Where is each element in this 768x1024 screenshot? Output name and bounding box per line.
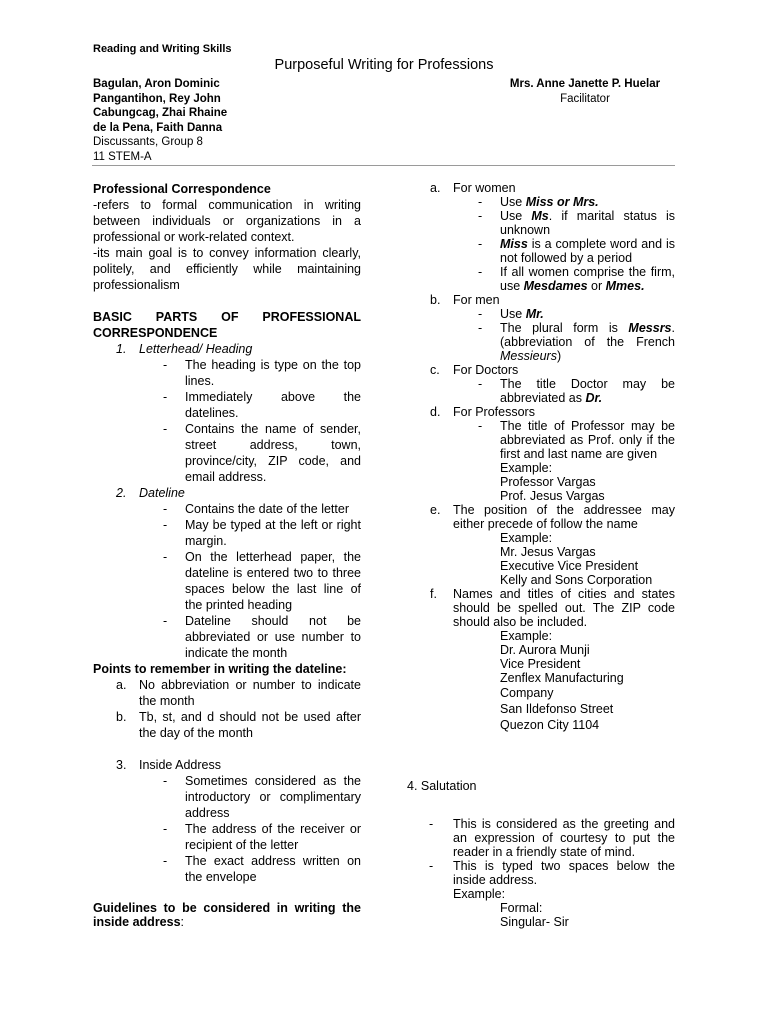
section-label: 11 STEM-A <box>93 150 152 163</box>
list-item: - Contains the name of sender, street address, town, province/city, ZIP code, and email address. <box>163 422 361 484</box>
list-number: 2. <box>116 486 127 500</box>
list-item: - This is typed two spaces below the inside address. <box>429 859 675 887</box>
example-line: Company <box>500 686 554 700</box>
left-column <box>93 181 361 929</box>
list-item <box>93 485 361 501</box>
list-item: d. For Professors <box>430 405 535 419</box>
list-item: - The address of the receiver or recipient of the letter <box>163 822 361 852</box>
right-column <box>405 181 675 929</box>
example-line: Prof. Jesus Vargas <box>500 489 605 503</box>
example-line: Professor Vargas <box>500 475 596 489</box>
list-item <box>93 341 361 357</box>
section-heading: 4. Salutation <box>407 779 477 793</box>
example-line: Quezon City 1104 <box>500 718 600 732</box>
part-label: Letterhead/ Heading <box>139 342 253 356</box>
list-item: - Miss is a complete word and is not followed by a period <box>478 237 675 265</box>
author-name: Bagulan, Aron Dominic <box>93 78 220 90</box>
author-name: Pangantihon, Rey John <box>93 92 221 105</box>
list-item: b. Tb, st, and d should not be used after the day of the month <box>116 710 361 740</box>
list-item: c. For Doctors <box>430 363 519 377</box>
list-item: - Use Miss or Mrs. <box>478 195 599 209</box>
facilitator-name: Mrs. Anne Janette P. Huelar <box>509 78 661 90</box>
part-label: Inside Address <box>139 758 221 772</box>
example-line: Mr. Jesus Vargas <box>500 545 596 559</box>
example-line: Zenflex Manufacturing <box>500 671 624 685</box>
example-line: Formal: <box>500 901 543 915</box>
definition-text: -refers to formal communication in writing between individuals or organizations in a professional or work-related context. <box>93 198 361 244</box>
header-divider <box>92 165 675 166</box>
example-line: Kelly and Sons Corporation <box>500 573 653 587</box>
list-item: a. No abbreviation or number to indicate the month <box>116 678 361 708</box>
list-item: - On the letterhead paper, the dateline is entered two to three spaces below the last line of the printed heading <box>163 550 361 612</box>
list-item: - The plural form is Messrs. (abbreviation of the French Messieurs) <box>478 321 675 363</box>
example-line: Executive Vice President <box>500 559 639 573</box>
list-item: a. For women <box>430 181 516 195</box>
page-title: Purposeful Writing for Professions <box>274 57 494 73</box>
list-number: 3. <box>116 758 127 772</box>
list-item: - Use Mr. <box>478 307 544 321</box>
list-item: - May be typed at the left or right margin. <box>163 518 361 548</box>
list-item: - Use Ms. if marital status is unknown <box>478 209 676 237</box>
example-label: Example: <box>453 887 506 901</box>
list-item: - Sometimes considered as the introductory or complimentary address <box>163 774 361 820</box>
list-number: 1. <box>116 342 127 356</box>
example-line: Singular- Sir <box>500 915 569 929</box>
example-line: Vice President <box>500 657 581 671</box>
section-heading: Professional Correspondence <box>93 182 271 196</box>
list-item: - Dateline should not be abbreviated or use number to indicate the month <box>163 614 361 660</box>
author-name: Cabungcag, Zhai Rhaine <box>93 107 228 119</box>
authors-block <box>93 77 227 164</box>
list-item: - The title Doctor may be abbreviated as Dr. <box>478 377 675 405</box>
list-item: e. The position of the addressee may either precede of follow the name <box>430 503 675 531</box>
list-item: - The heading is type on the top lines. <box>163 358 361 388</box>
list-item: f. Names and titles of cities and states should be spelled out. The ZIP code should also be included. <box>430 587 675 629</box>
facilitator-block <box>500 77 670 106</box>
section-heading: Points to remember in writing the dateline: <box>93 662 347 676</box>
list-item: - Immediately above the datelines. <box>163 390 361 420</box>
list-item: - This is considered as the greeting and an expression of courtesy to put the reader in a friendly state of mind. <box>429 817 675 859</box>
course-name: Reading and Writing Skills <box>93 43 232 55</box>
group-label: Discussants, Group 8 <box>93 136 203 148</box>
section-heading: Guidelines to be considered in writing the inside address: <box>93 901 361 929</box>
author-name: de la Pena, Faith Danna <box>93 121 223 134</box>
list-item: - If all women comprise the firm, use Mesdames or Mmes. <box>478 265 675 293</box>
definition-text: -its main goal is to convey information clearly, politely, and efficiently while maintaining professionalism <box>93 246 361 292</box>
list-item: - Contains the date of the letter <box>163 502 349 516</box>
list-item <box>93 757 361 773</box>
list-item: - The title of Professor may be abbreviated as Prof. only if the first and last name are given <box>478 419 675 461</box>
example-line: San Ildefonso Street <box>500 702 614 716</box>
list-item: b. For men <box>430 293 500 307</box>
example-label: Example: <box>500 531 553 545</box>
section-heading: BASIC PARTS OF PROFESSIONAL CORRESPONDENCE <box>93 310 361 340</box>
example-line: Dr. Aurora Munji <box>500 643 590 657</box>
list-item: - The exact address written on the envelope <box>163 854 361 884</box>
example-label: Example: <box>500 461 553 475</box>
facilitator-role: Facilitator <box>560 92 610 105</box>
part-label: Dateline <box>139 486 185 500</box>
example-label: Example: <box>500 629 553 643</box>
